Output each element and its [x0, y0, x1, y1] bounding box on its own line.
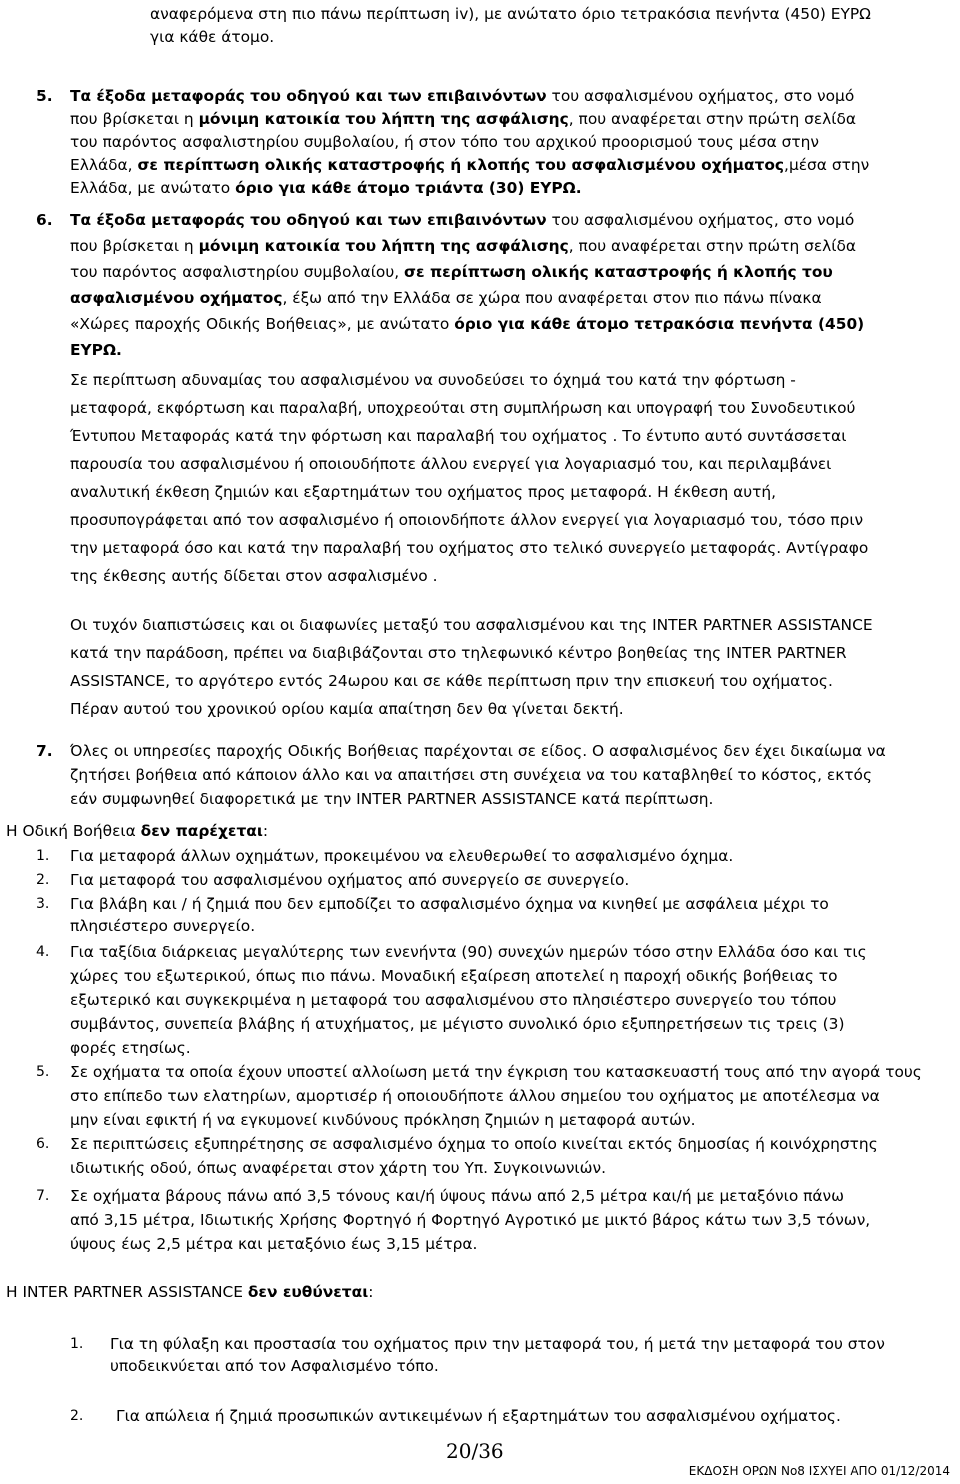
not-provided-item-line: χώρες του εξωτερικού, όπως πιο πάνω. Μοναδική εξαίρεση αποτελεί η παροχή οδικής βοήθειας το [70, 967, 838, 985]
not-provided-item-line: Για μεταφορά άλλων οχημάτων, προκειμένου να ελευθερωθεί το ασφαλισμένο όχημα. [70, 847, 734, 865]
not-provided-item-line: στο επίπεδο των ελατηρίων, αμορτισέρ ή οποιουδήποτε άλλου σημείου του οχήματος με αποτέλεσμα να [70, 1087, 880, 1105]
page-number: 20/36 [446, 1439, 504, 1463]
continuation-line: για κάθε άτομο. [150, 28, 275, 46]
not-provided-item-line: Για ταξίδια διάρκειας μεγαλύτερης των ενενήντα (90) συνεχών ημερών τόσο στην Ελλάδα όσο και τις [70, 943, 867, 961]
transport-paragraph-line: της έκθεσης αυτής δίδεται στον ασφαλισμένο . [70, 567, 438, 585]
item6-line: που βρίσκεται η μόνιμη κατοικία του λήπτη της ασφάλισης, που αναφέρεται στην πρώτη σελίδα [70, 237, 857, 255]
not-provided-item-line: Για βλάβη και / ή ζημιά που δεν εμποδίζει το ασφαλισμένο όχημα να κινηθεί με ασφάλεια μέχρι το [70, 895, 829, 913]
objections-paragraph-line: Πέραν αυτού του χρονικού ορίου καμία απαίτηση δεν θα γίνεται δεκτή. [70, 700, 624, 718]
list-number: 2. [36, 872, 50, 888]
not-provided-heading: Η Οδική Βοήθεια δεν παρέχεται: [6, 822, 269, 840]
transport-paragraph-line: μεταφορά, εκφόρτωση και παραλαβή, υποχρεούται στη συμπλήρωση και υπογραφή του Συνοδευτικού [70, 399, 856, 417]
item5-line: του παρόντος ασφαλιστηρίου συμβολαίου, ή στον τόπο του αρχικού προορισμού τους μέσα στην [70, 133, 820, 151]
objections-paragraph-line: Οι τυχόν διαπιστώσεις και οι διαφωνίες μεταξύ του ασφαλισμένου και της INTER PARTNER ASSISTANCE [70, 616, 873, 634]
item5-line: Ελλάδα, σε περίπτωση ολικής καταστροφής ή κλοπής του ασφαλισμένου οχήματος,μέσα στην [70, 156, 870, 174]
not-provided-item-line: Σε οχήματα τα οποία έχουν υποστεί αλλοίωση μετά την έγκριση του κατασκευαστή τους από την αγορά τους [70, 1063, 922, 1081]
list-number: 7. [36, 1188, 50, 1204]
not-provided-item-line: συμβάντος, συνεπεία βλάβης ή ατυχήματος, με μέγιστο συνολικό όριο εξυπηρετήσεων τις τρεις (3) [70, 1015, 845, 1033]
objections-paragraph-line: κατά την παράδοση, πρέπει να διαβιβάζονται στο τηλεφωνικό κέντρο βοηθείας της INTER PARTNER [70, 644, 847, 662]
item5-line: που βρίσκεται η μόνιμη κατοικία του λήπτη της ασφάλισης, που αναφέρεται στην πρώτη σελίδα [70, 110, 857, 128]
footer-edition: ΕΚΔΟΣΗ ΟΡΩΝ Νο8 ΙΣΧΥΕΙ ΑΠΟ 01/12/2014 [688, 1464, 950, 1478]
not-provided-item-line: Σε περιπτώσεις εξυπηρέτησης σε ασφαλισμένο όχημα το οποίο κινείται εκτός δημοσίας ή κοινόχρηστης [70, 1135, 878, 1153]
list-number: 3. [36, 896, 50, 912]
list-number: 1. [36, 848, 50, 864]
item6-line: ΕΥΡΩ. [70, 341, 122, 359]
item6-line: ασφαλισμένου οχήματος, έξω από την Ελλάδα σε χώρα που αναφέρεται στον πιο πάνω πίνακα [70, 289, 822, 307]
not-liable-item-line: Για απώλεια ή ζημιά προσωπικών αντικειμένων ή εξαρτημάτων του ασφαλισμένου οχήματος. [116, 1407, 841, 1425]
not-provided-item-line: από 3,15 μέτρα, Ιδιωτικής Χρήσης Φορτηγό ή Φορτηγό Αγροτικό με μικτό βάρος κάτω των 3,5 τόνων, [70, 1211, 871, 1229]
transport-paragraph-line: προσυπογράφεται από τον ασφαλισμένο ή οποιονδήποτε άλλον ενεργεί για λογαριασμό του, τόσο πριν [70, 511, 864, 529]
objections-paragraph-line: ASSISTANCE, το αργότερο εντός 24ωρου και σε κάθε περίπτωση πριν την επισκευή του οχήματος. [70, 672, 833, 690]
item7-line: ζητήσει βοήθεια από κάποιον άλλο και να απαιτήσει στη συνέχεια να του καταβληθεί το κόστος, εκτός [70, 766, 872, 784]
not-provided-item-line: Για μεταφορά του ασφαλισμένου οχήματος από συνεργείο σε συνεργείο. [70, 871, 630, 889]
item5-line: Τα έξοδα μεταφοράς του οδηγού και των επιβαινόντων του ασφαλισμένου οχήματος, στο νομό [70, 87, 855, 105]
item7-line: εάν συμφωνηθεί διαφορετικά με την INTER PARTNER ASSISTANCE κατά περίπτωση. [70, 790, 714, 808]
not-provided-item-line: Σε οχήματα βάρους πάνω από 3,5 τόνους και/ή ύψους πάνω από 2,5 μέτρα και/ή με μεταξόνιο πάνω [70, 1187, 845, 1205]
item5-line: Ελλάδα, με ανώτατο όριο για κάθε άτομο τριάντα (30) ΕΥΡΩ. [70, 179, 582, 197]
item-number: 6. [36, 211, 53, 229]
not-liable-item-line: Για τη φύλαξη και προστασία του οχήματος πριν την μεταφορά του, ή μετά την μεταφορά του στον [110, 1335, 885, 1353]
not-provided-item-line: μην είναι εφικτή ή να εγκυμονεί κινδύνους πρόκληση ζημιών η μεταφορά αυτών. [70, 1111, 696, 1129]
not-provided-item-line: πλησιέστερο συνεργείο. [70, 917, 256, 935]
transport-paragraph-line: Σε περίπτωση αδυναμίας του ασφαλισμένου να συνοδεύσει το όχημά του κατά την φόρτωση - [70, 371, 796, 389]
list-number: 2. [70, 1408, 84, 1424]
item7-line: Όλες οι υπηρεσίες παροχής Οδικής Βοήθειας παρέχονται σε είδος. Ο ασφαλισμένος δεν έχει δικαίωμα να [70, 742, 886, 760]
transport-paragraph-line: Έντυπου Μεταφοράς κατά την φόρτωση και παραλαβή του οχήματος . Το έντυπο αυτό συντάσσεται [70, 427, 847, 445]
not-provided-item-line: εξωτερικό και συγκεκριμένα η μεταφορά του ασφαλισμένου στο πλησιέστερο συνεργείο του τόπου [70, 991, 837, 1009]
not-provided-item-line: φορές ετησίως. [70, 1039, 191, 1057]
list-number: 5. [36, 1064, 50, 1080]
item6-line: Τα έξοδα μεταφοράς του οδηγού και των επιβαινόντων του ασφαλισμένου οχήματος, στο νομό [70, 211, 855, 229]
item6-line: «Χώρες παροχής Οδικής Βοήθειας», με ανώτατο όριο για κάθε άτομο τετρακόσια πενήντα (450) [70, 315, 865, 333]
transport-paragraph-line: αναλυτική έκθεση ζημιών και εξαρτημάτων του οχήματος προς μεταφορά. Η έκθεση αυτή, [70, 483, 777, 501]
not-liable-heading: Η INTER PARTNER ASSISTANCE δεν ευθύνεται: [6, 1283, 374, 1301]
list-number: 4. [36, 944, 50, 960]
not-liable-item-line: υποδεικνύεται από τον Ασφαλισμένο τόπο. [110, 1357, 439, 1375]
item-number: 5. [36, 87, 53, 105]
list-number: 1. [70, 1336, 84, 1352]
not-provided-item-line: ιδιωτικής οδού, όπως αναφέρεται στον χάρτη του Υπ. Συγκοινωνιών. [70, 1159, 607, 1177]
item-number: 7. [36, 742, 53, 760]
transport-paragraph-line: την μεταφορά όσο και κατά την παραλαβή του οχήματος στο τελικό συνεργείο μεταφοράς. Αντίγραφο [70, 539, 869, 557]
list-number: 6. [36, 1136, 50, 1152]
transport-paragraph-line: παρουσία του ασφαλισμένου ή οποιουδήποτε άλλου ενεργεί για λογαριασμό του, και περιλαμβάνει [70, 455, 832, 473]
not-provided-item-line: ύψους έως 2,5 μέτρα και μεταξόνιο έως 3,15 μέτρα. [70, 1235, 478, 1253]
item6-line: του παρόντος ασφαλιστηρίου συμβολαίου, σε περίπτωση ολικής καταστροφής ή κλοπής του [70, 263, 833, 281]
continuation-line: αναφερόμενα στη πιο πάνω περίπτωση iv), με ανώτατο όριο τετρακόσια πενήντα (450) ΕΥΡΩ [150, 5, 871, 23]
